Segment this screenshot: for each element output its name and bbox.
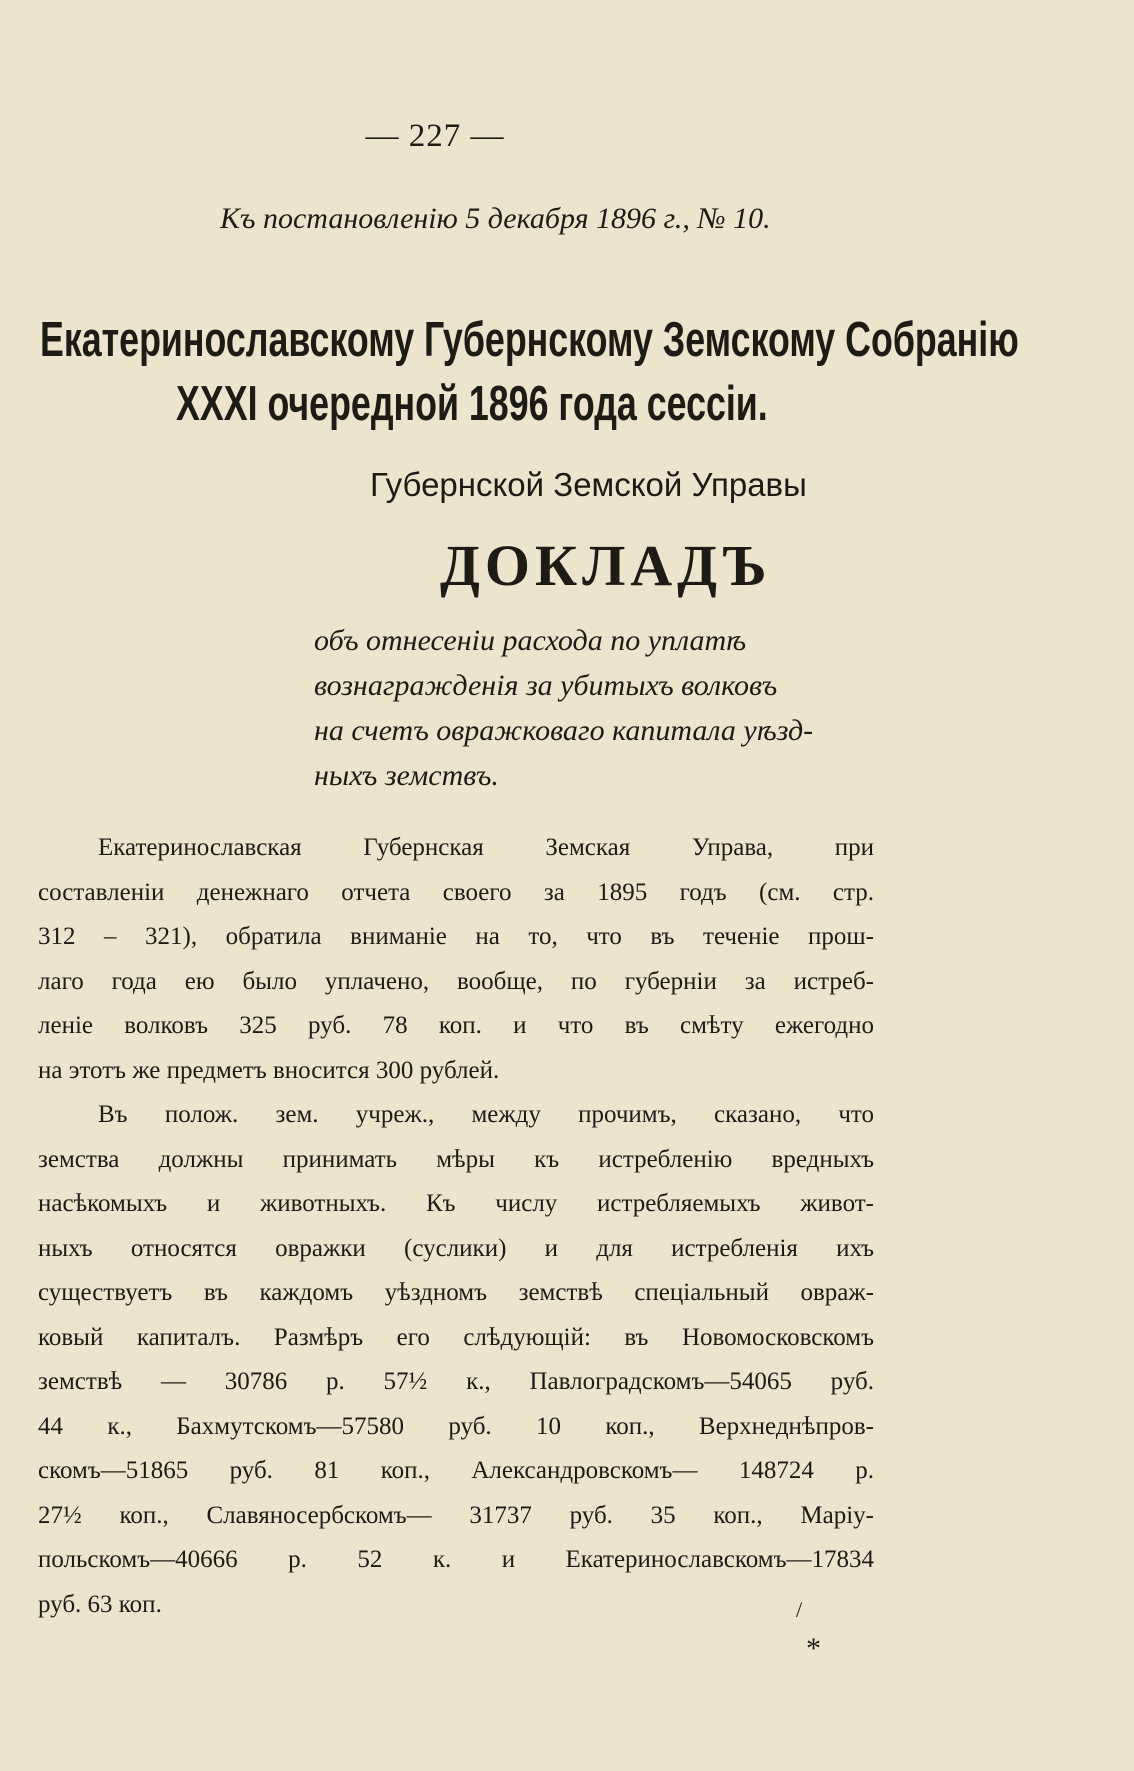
- body-line: ныхъ относятся овражки (суслики) и для истребленія ихъ: [38, 1234, 874, 1262]
- body-line: на этотъ же предметъ вносится 300 рублей.: [38, 1056, 500, 1084]
- body-line: 27½ коп., Славяносербскомъ— 31737 руб. 35 коп., Маріу-: [38, 1501, 874, 1529]
- body-line: 312 – 321), обратила вниманіе на то, что въ теченіе прош-: [38, 923, 874, 950]
- body-line: скомъ—51865 руб. 81 коп., Александровскомъ— 148724 р.: [38, 1457, 874, 1484]
- title-session: XXXI очередной 1896 года сессіи.: [176, 377, 768, 431]
- paragraph-2: [38, 1093, 874, 1138]
- subject-line: объ отнесеніи расхода по уплатѣ: [314, 624, 747, 657]
- stray-mark: /: [796, 1597, 803, 1622]
- body-line: руб. 63 коп.: [38, 1590, 162, 1618]
- issuing-authority: Губернской Земской Управы: [370, 466, 807, 503]
- report-subject: [314, 618, 894, 798]
- body-line: польскомъ—40666 р. 52 к. и Екатеринославскомъ—17834: [38, 1546, 874, 1573]
- document-type-heading: ДОКЛАДЪ: [440, 533, 772, 598]
- body-line: лаго года ею было уплачено, вообще, по губерніи за истреб-: [38, 967, 874, 995]
- page-number: — 227 —: [365, 118, 505, 154]
- body-line: существуетъ въ каждомъ уѣздномъ земствѣ спеціальный овраж-: [38, 1279, 874, 1306]
- body-line: земствѣ — 30786 р. 57½ к., Павлоградскомъ—54065 руб.: [38, 1368, 874, 1395]
- body-line: насѣкомыхъ и животныхъ. Къ числу истребляемыхъ живот-: [38, 1190, 874, 1217]
- resolution-reference: Къ постановленію 5 декабря 1896 г., № 10.: [220, 202, 771, 235]
- report-body: [38, 826, 874, 1627]
- body-line: ковый капиталъ. Размѣръ его слѣдующій: въ Новомосковскомъ: [38, 1323, 874, 1351]
- title-line-1: Екатеринославскому Губернскому Земскому Собранію: [40, 313, 1019, 367]
- paragraph-1: [38, 826, 874, 871]
- title-assembly: [40, 312, 1019, 372]
- subject-line: ныхъ земствъ.: [314, 759, 499, 792]
- footer-asterisk: *: [806, 1632, 821, 1665]
- subject-line: вознагражденія за убитыхъ волковъ: [314, 669, 778, 702]
- body-line: составленіи денежнаго отчета своего за 1895 годъ (см. стр.: [38, 878, 874, 906]
- body-line: Екатеринославская Губернская Земская Управа, при: [98, 834, 874, 861]
- body-line: земства должны принимать мѣры къ истребленію вредныхъ: [38, 1145, 874, 1173]
- body-line: леніе волковъ 325 руб. 78 коп. и что въ смѣту ежегодно: [38, 1012, 874, 1039]
- body-line: Въ полож. зем. учреж., между прочимъ, сказано, что: [98, 1101, 874, 1128]
- body-line: 44 к., Бахмутскомъ—57580 руб. 10 коп., Верхнеднѣпров-: [38, 1412, 874, 1440]
- subject-line: на счетъ овражковаго капитала уѣзд-: [314, 714, 814, 747]
